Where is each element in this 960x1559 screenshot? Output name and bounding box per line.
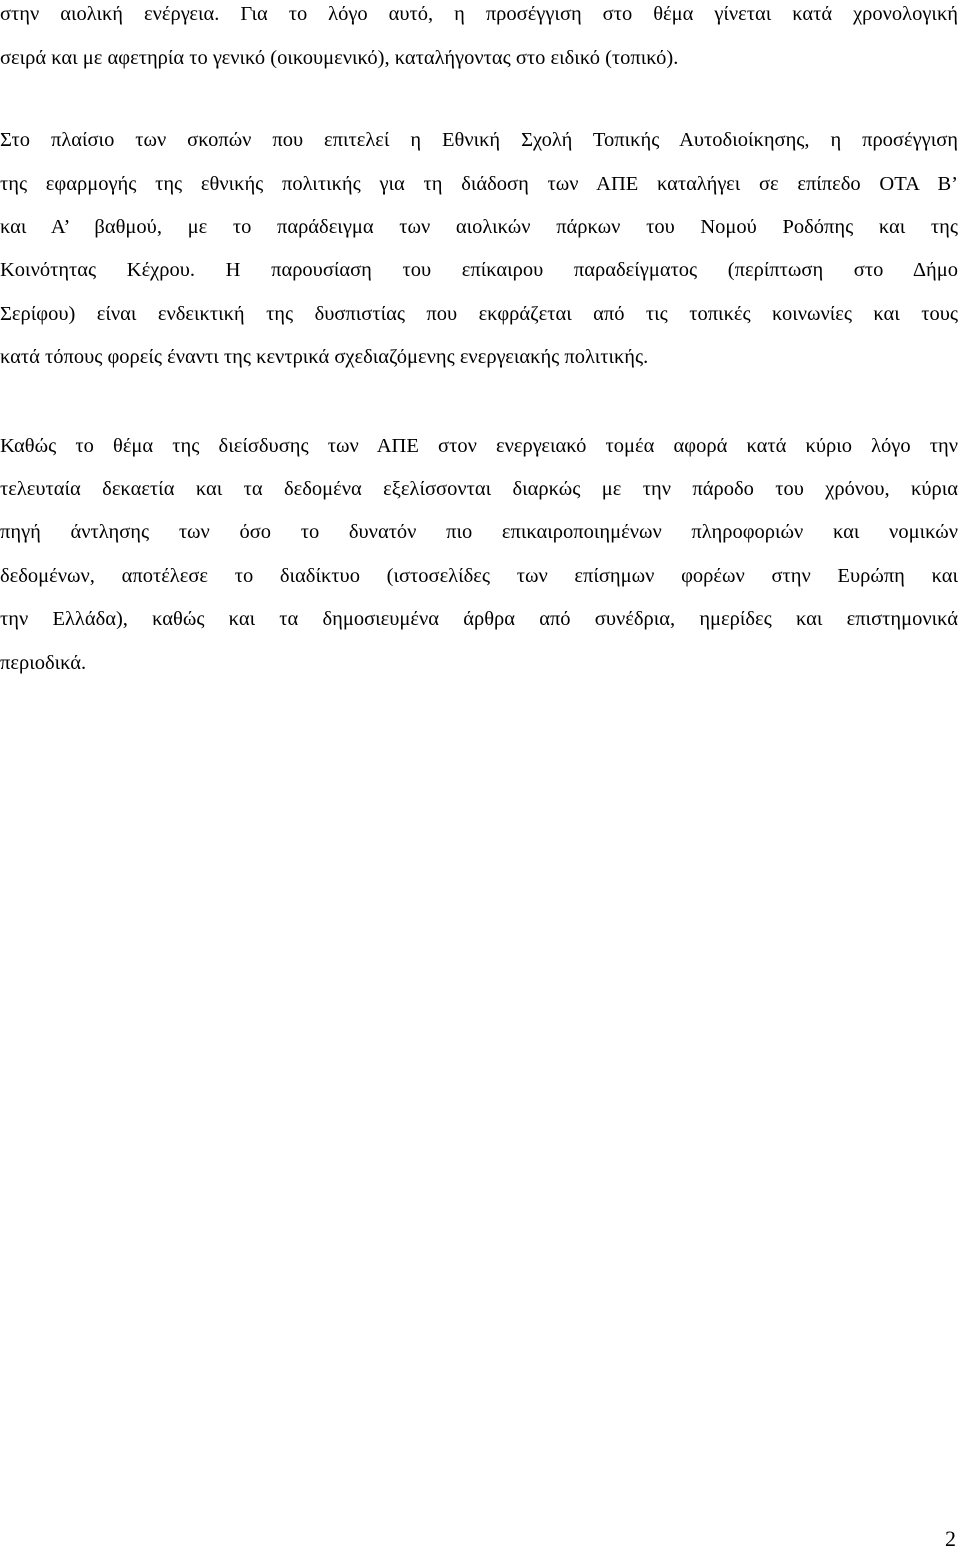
paragraph-line: Στο πλαίσιο των σκοπών που επιτελεί η Εθνική Σχολή Τοπικής Αυτοδιοίκησης, η προσέγγιση	[0, 129, 958, 151]
paragraph-line: την Ελλάδα), καθώς και τα δημοσιευμένα άρθρα από συνέδρια, ημερίδες και επιστημονικά	[0, 608, 958, 630]
paragraph-line: πηγή άντλησης των όσο το δυνατόν πιο επικαιροποιημένων πληροφοριών και νομικών	[0, 521, 958, 543]
paragraph-line: Καθώς το θέμα της διείσδυσης των ΑΠΕ στον ενεργειακό τομέα αφορά κατά κύριο λόγο την	[0, 435, 958, 457]
paragraph-line: δεδομένων, αποτέλεσε το διαδίκτυο (ιστοσελίδες των επίσημων φορέων στην Ευρώπη και	[0, 565, 958, 587]
paragraph-line: Σερίφου) είναι ενδεικτική της δυσπιστίας που εκφράζεται από τις τοπικές κοινωνίες και τους	[0, 303, 958, 325]
paragraph-line: και Α’ βαθμού, με το παράδειγμα των αιολικών πάρκων του Νομού Ροδόπης και της	[0, 216, 958, 238]
page-number: 2	[945, 1526, 956, 1551]
paragraph-line: σειρά και με αφετηρία το γενικό (οικουμενικό), καταλήγοντας στο ειδικό (τοπικό).	[0, 47, 679, 69]
paragraph-line: περιοδικά.	[0, 652, 87, 674]
paragraph-line: της εφαρμογής της εθνικής πολιτικής για τη διάδοση των ΑΠΕ καταλήγει σε επίπεδο ΟΤΑ Β’	[0, 173, 958, 195]
paragraph-line: στην αιολική ενέργεια. Για το λόγο αυτό, η προσέγγιση στο θέμα γίνεται κατά χρονολογική	[0, 3, 958, 25]
paragraph-line: Κοινότητας Κέχρου. Η παρουσίαση του επίκαιρου παραδείγματος (περίπτωση στο Δήμο	[0, 259, 958, 281]
paragraph-line: κατά τόπους φορείς έναντι της κεντρικά σχεδιαζόμενης ενεργειακής πολιτικής.	[0, 346, 649, 368]
paragraph-line: τελευταία δεκαετία και τα δεδομένα εξελίσσονται διαρκώς με την πάροδο του χρόνου, κύρια	[0, 478, 958, 500]
